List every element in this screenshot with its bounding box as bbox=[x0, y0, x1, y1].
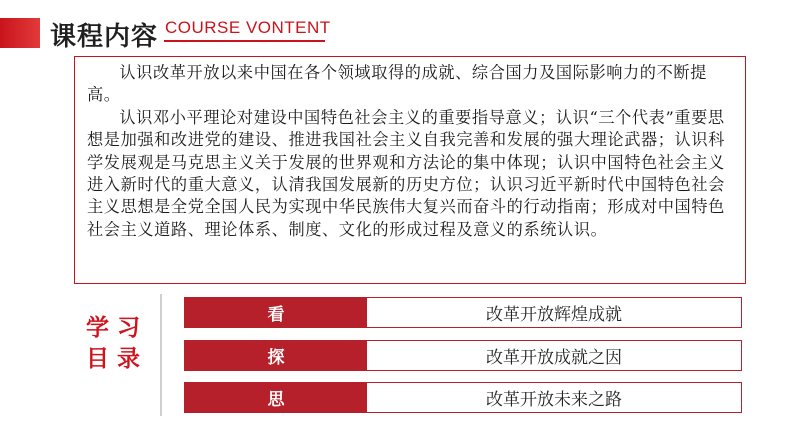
study-item-think[interactable] bbox=[184, 382, 742, 413]
study-item-explore[interactable] bbox=[184, 340, 742, 371]
header-accent-bar bbox=[0, 18, 40, 48]
study-item-tag: 思 bbox=[185, 383, 367, 412]
study-item-text: 改革开放辉煌成就 bbox=[486, 305, 622, 325]
study-item-text: 改革开放成就之因 bbox=[486, 348, 622, 368]
study-label-line-2: 目录 bbox=[86, 345, 148, 372]
page-title: 课程内容 bbox=[50, 22, 159, 52]
page-subtitle: COURSE VONTENT bbox=[165, 18, 331, 37]
study-item-tag: 看 bbox=[185, 298, 367, 327]
study-item-text: 改革开放未来之路 bbox=[486, 390, 622, 410]
content-paragraph-2: 认识邓小平理论对建设中国特色社会主义的重要指导意义；认识“三个代表”重要思想是加强和改进党的建设、推进我国社会主义自我完善和发展的强大理论武器；认识科学发展观是马克思主义关于发展的世界观和方法论的集中体现；认识中国特色社会主义进入新时代的重大意义，认清我国发展新的历史方位；认识习近平新时代中国特色社会主义思想是全党全国人民为实现中华民族伟大复兴而奋斗的行动指南；形成对中国特色社会主义道路、理论体系、制度、文化的形成过程及意义的系统认识。 bbox=[87, 107, 725, 239]
study-label-line-1: 学习 bbox=[86, 314, 148, 341]
study-item-tag: 探 bbox=[185, 341, 367, 370]
content-paragraph-1: 认识改革开放以来中国在各个领域取得的成就、综合国力及国际影响力的不断提高。 bbox=[87, 63, 707, 105]
subtitle-underline bbox=[164, 40, 325, 42]
study-directory-label bbox=[86, 312, 148, 374]
vertical-divider bbox=[160, 294, 162, 416]
study-item-look[interactable] bbox=[184, 297, 742, 328]
course-content-box bbox=[74, 56, 746, 284]
